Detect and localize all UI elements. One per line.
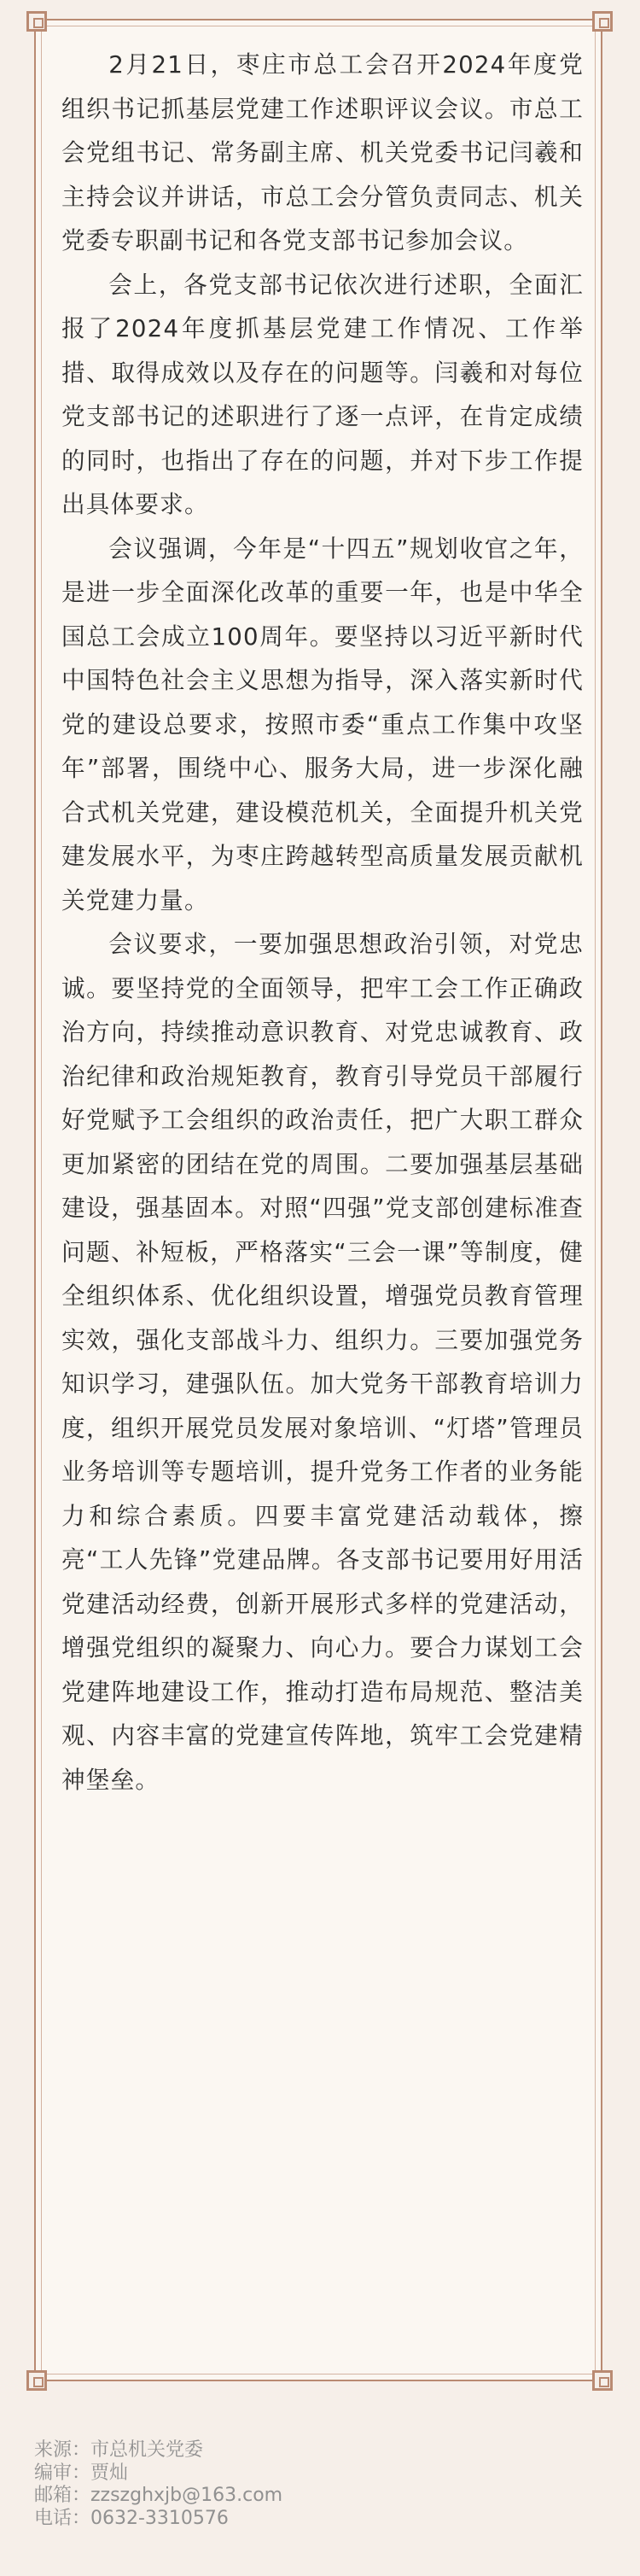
frame-corner-ornament-top-left [26, 11, 47, 32]
editor-line: 编审：贾灿 [34, 2462, 129, 2484]
frame-corner-ornament-top-right [592, 11, 613, 32]
source-line: 来源：市总机关党委 [34, 2439, 204, 2461]
article-credits [34, 2439, 282, 2530]
article-paragraph-2: 会上，各党支部书记依次进行述职，全面汇报了2024年度抓基层党建工作情况、工作举措、取得成效以及存在的问题等。闫羲和对每位党支部书记的述职进行了逐一点评，在肯定成绩的同时，也指出了存在的问题，并对下步工作提出具体要求。 [61, 270, 584, 518]
article-paragraph-1: 2月21日，枣庄市总工会召开2024年度党组织书记抓基层党建工作述职评议会议。市总工会党组书记、常务副主席、机关党委书记闫羲和主持会议并讲话，市总工会分管负责同志、机关党委专职副书记和各党支部书记参加会议。 [61, 50, 584, 254]
article-paragraph-4: 会议要求，一要加强思想政治引领，对党忠诚。要坚持党的全面领导，把牢工会工作正确政治方向，持续推动意识教育、对党忠诚教育、政治纪律和政治规矩教育，教育引导党员干部履行好党赋予工会组织的政治责任，把广大职工群众更加紧密的团结在党的周围。二要加强基层基础建设，强基固本。对照“四强”党支部创建标准查问题、补短板，严格落实“三会一课”等制度，健全组织体系、优化组织设置，增强党员教育管理实效，强化支部战斗力、组织力。三要加强党务知识学习，建强队伍。加大党务干部教育培训力度，组织开展党员发展对象培训、“灯塔”管理员业务培训等专题培训，提升党务工作者的业务能力和综合素质。四要丰富党建活动载体，擦亮“工人先锋”党建品牌。各支部书记要用好用活党建活动经费，创新开展形式多样的党建活动，增强党组织的凝聚力、向心力。要合力谋划工会党建阵地建设工作，推动打造布局规范、整洁美观、内容丰富的党建宣传阵地，筑牢工会党建精神堡垒。 [61, 930, 584, 1794]
frame-corner-ornament-bottom-right [592, 2370, 613, 2391]
phone-line: 电话：0632-3310576 [34, 2507, 229, 2529]
article-body [61, 43, 584, 1802]
email-line: 邮箱：zzszghxjb@163.com [34, 2485, 283, 2506]
article-paragraph-3: 会议强调，今年是“十四五”规划收官之年，是进一步全面深化改革的重要一年，也是中华全国总工会成立100周年。要坚持以习近平新时代中国特色社会主义思想为指导，深入落实新时代党的建设总要求，按照市委“重点工作集中攻坚年”部署，围绕中心、服务大局，进一步深化融合式机关党建，建设模范机关，全面提升机关党建发展水平，为枣庄跨越转型高质量发展贡献机关党建力量。 [61, 534, 584, 914]
frame-corner-ornament-bottom-left [26, 2370, 47, 2391]
